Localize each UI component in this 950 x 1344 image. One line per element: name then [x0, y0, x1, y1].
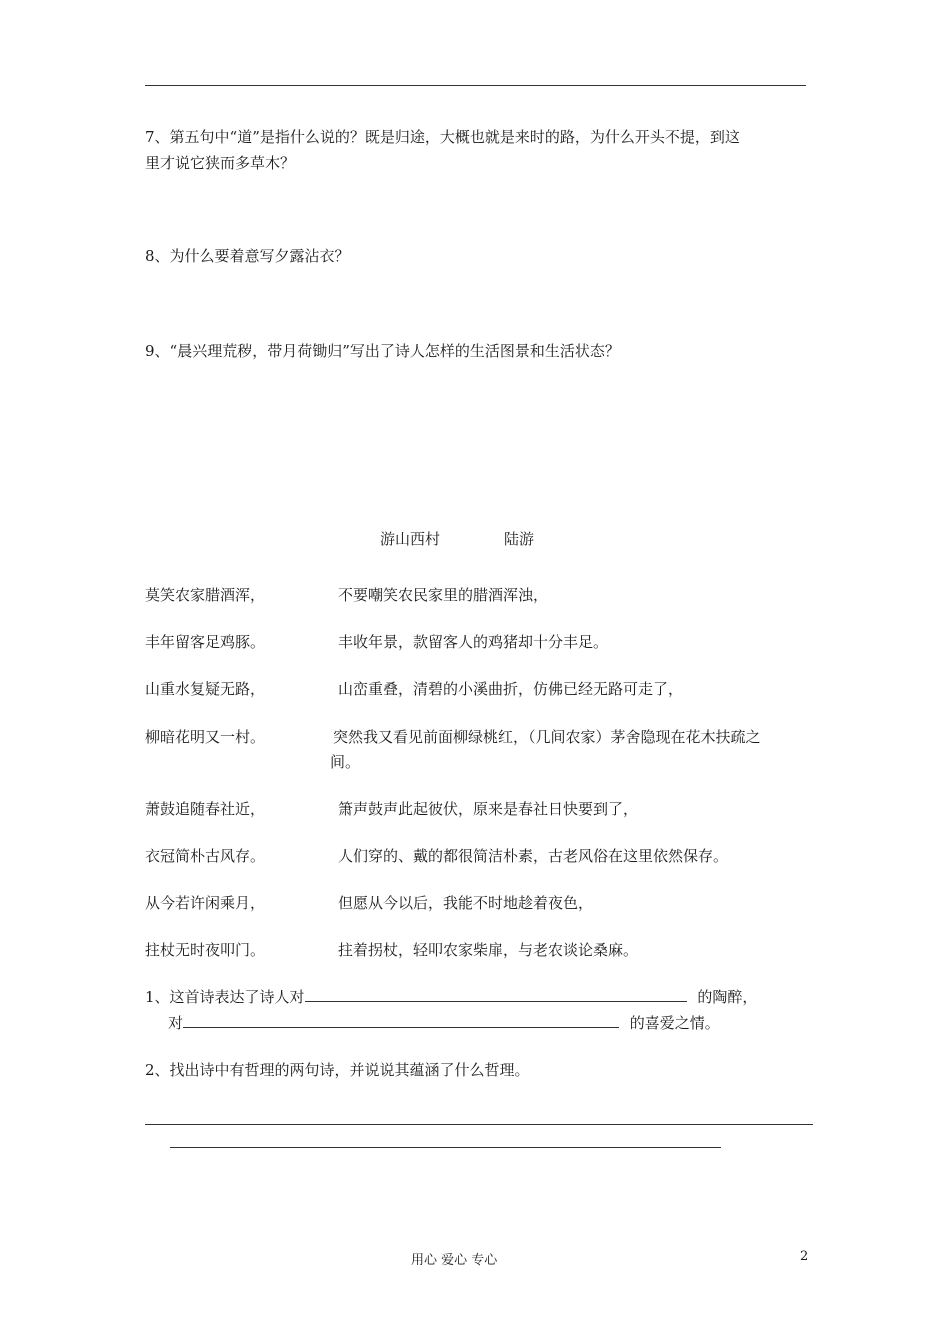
- exercise-2: 2、找出诗中有哲理的两句诗，并说说其蕴涵了什么哲理。: [145, 1061, 530, 1079]
- poem-translation: 但愿从今以后，我能不时地趁着夜色，: [338, 894, 594, 912]
- exercise-1b-suffix: 的喜爱之情。: [629, 1014, 720, 1032]
- exercise-1-prefix: 1、这首诗表达了诗人对: [145, 988, 305, 1006]
- exercise-1-line1: [145, 986, 757, 1007]
- poem-title: 游山西村: [380, 530, 441, 548]
- exercise-1-line2: [168, 1012, 720, 1033]
- poem-translation: 不要嘲笑农民家里的腊酒浑浊，: [338, 586, 549, 604]
- poem-translation: 箫声鼓声此起彼伏，原来是春社日快要到了，: [338, 800, 639, 818]
- answer-blank[interactable]: [305, 987, 687, 1002]
- poem-translation: 突然我又看见前面柳绿桃红，（几间农家）茅舍隐现在花木扶疏之: [333, 728, 761, 746]
- answer-line[interactable]: [145, 1124, 813, 1125]
- answer-blank[interactable]: [183, 1013, 619, 1028]
- footer-motto: 用心 爱心 专心: [411, 1253, 498, 1268]
- question-9: 9、“晨兴理荒秽，带月荷锄归”写出了诗人怎样的生活图景和生活状态？: [145, 342, 620, 360]
- poem-translation: 丰收年景，款留客人的鸡猪却十分丰足。: [338, 633, 609, 651]
- poem-original: 莫笑农家腊酒浑，: [145, 586, 266, 604]
- question-8: 8、为什么要着意写夕露沾衣？: [145, 247, 350, 265]
- poem-original: 山重水复疑无路，: [145, 680, 266, 698]
- poem-translation: 人们穿的、戴的都很简洁朴素，古老风俗在这里依然保存。: [338, 847, 729, 865]
- poem-original: 丰年留客足鸡豚。: [145, 633, 266, 651]
- poem-original: 衣冠简朴古风存。: [145, 847, 266, 865]
- header-rule: [145, 85, 806, 86]
- exercise-1-suffix: 的陶醉，: [697, 988, 758, 1006]
- question-7-line2: 里才说它狭而多草木？: [145, 154, 296, 172]
- poem-original: 拄杖无时夜叩门。: [145, 941, 266, 959]
- poem-original: 萧鼓追随春社近，: [145, 800, 266, 818]
- question-7: [145, 124, 740, 176]
- question-7-line1: 7、第五句中“道”是指什么说的？既是归途，大概也就是来时的路，为什么开头不提，到这: [145, 128, 740, 146]
- poem-translation: 山峦重叠，清碧的小溪曲折，仿佛已经无路可走了，: [338, 680, 684, 698]
- answer-line[interactable]: [170, 1147, 721, 1148]
- poem-translation-continued: 间。: [330, 753, 361, 771]
- poem-author: 陆游: [504, 530, 535, 548]
- poem-translation: 拄着拐杖，轻叩农家柴扉，与老农谈论桑麻。: [338, 941, 639, 959]
- poem-original: 柳暗花明又一村。: [145, 728, 266, 746]
- exercise-1b-prefix: 对: [168, 1014, 184, 1032]
- page-number: 2: [800, 1249, 809, 1264]
- poem-original: 从今若许闲乘月，: [145, 894, 266, 912]
